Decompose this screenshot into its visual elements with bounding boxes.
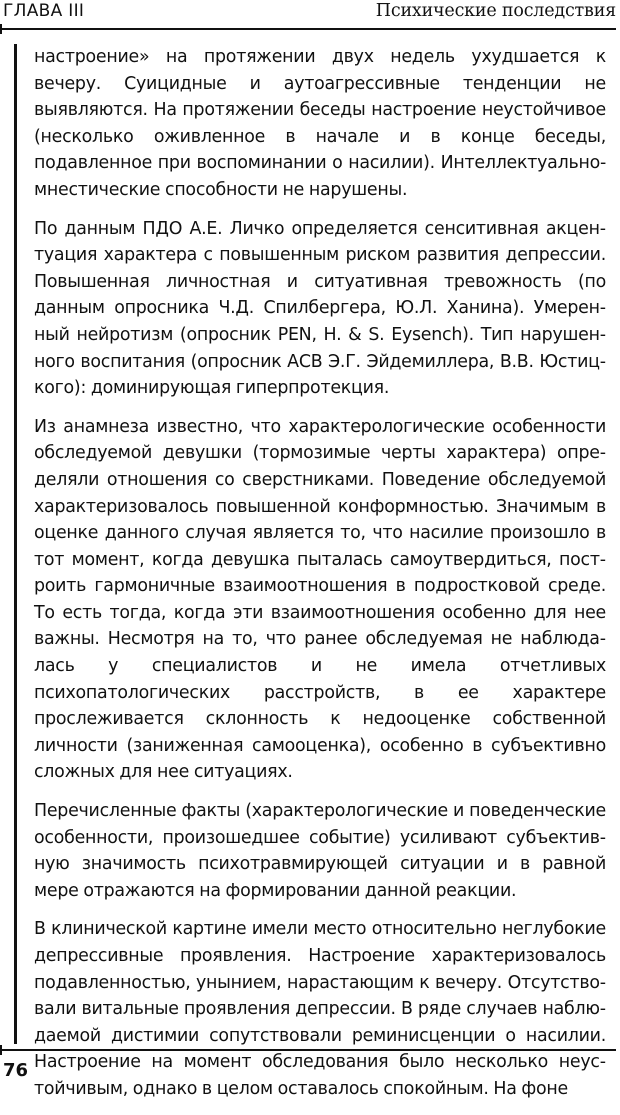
page-number: 76	[3, 1060, 29, 1081]
paragraph: По данным ПДО А.Е. Личко определяется сенситивная акцентуация характера с повышенным риском развития депрессии. Повышенная личностная и ситуативная тревожность (по данным опросника Ч.Д. Спилбергера, Ю.Л. Ханина). Умеренный нейротизм (опросник PEN, H. & S. Eysench). Тип нарушенного воспитания (опросник АСВ Э.Г. Эйдемиллера, В.В. Юстицкого): доминирующая гиперпротекция.	[34, 218, 606, 399]
paragraph: Из анамнеза известно, что характерологические особенности обследуемой девушки (тормозимые черты характера) определяли отношения со сверстниками. Поведение обследуемой характеризовалось повышенной конформностью. Значимым в оценке данного случая является то, что насилие произошло в тот момент, когда девушка пыталась самоутвердиться, построить гармоничные взаимоотношения в подростковой среде. То есть тогда, когда эти взаимоотношения особенно для нее важны. Несмотря на то, что ранее обследуемая не наблюдалась у специалистов и не имела отчетливых психопатологических расстройств, в ее характере прослеживается склонность к недооценке собственной личности (заниженная самооценка), особенно в субъективно сложных для нее ситуациях.	[34, 416, 606, 783]
header-rule	[0, 28, 616, 30]
margin-bar	[14, 44, 17, 1044]
paragraph: В клинической картине имели место относительно неглубокие депрессивные проявления. Настроение характеризовалось подавленностью, унынием, нарастающим к вечеру. Отсутствовали витальные проявления депрессии. В ряде случаев наблюдаемой дистимии сопутствовали реминисценции о насилии. Настроение на момент обследования было несколько неустойчивым, однако в целом оставалось спокойным. На фоне	[34, 919, 606, 1099]
paragraph: Перечисленные факты (характерологические и поведенческие особенности, произошедшее событие) усиливают субъективную значимость психотравмирующей ситуации и в равной мере отражаются на формировании данной реакции.	[34, 801, 606, 901]
footer-rule	[0, 1049, 616, 1051]
chapter-label: ГЛАВА III	[3, 1, 85, 21]
page-header	[0, 0, 620, 30]
paragraph: настроение» на протяжении двух недель ухудшается к вечеру. Суицидные и аутоагрессивные тенденции не выявляются. На протяжении беседы настроение неустойчивое (несколько оживленное в начале и в конце беседы, подавленное при воспоминании о насилии). Интеллектуально-мнестические способности не нарушены.	[34, 47, 606, 200]
running-title: Психические последствия	[375, 1, 616, 21]
body-text	[34, 44, 606, 1115]
